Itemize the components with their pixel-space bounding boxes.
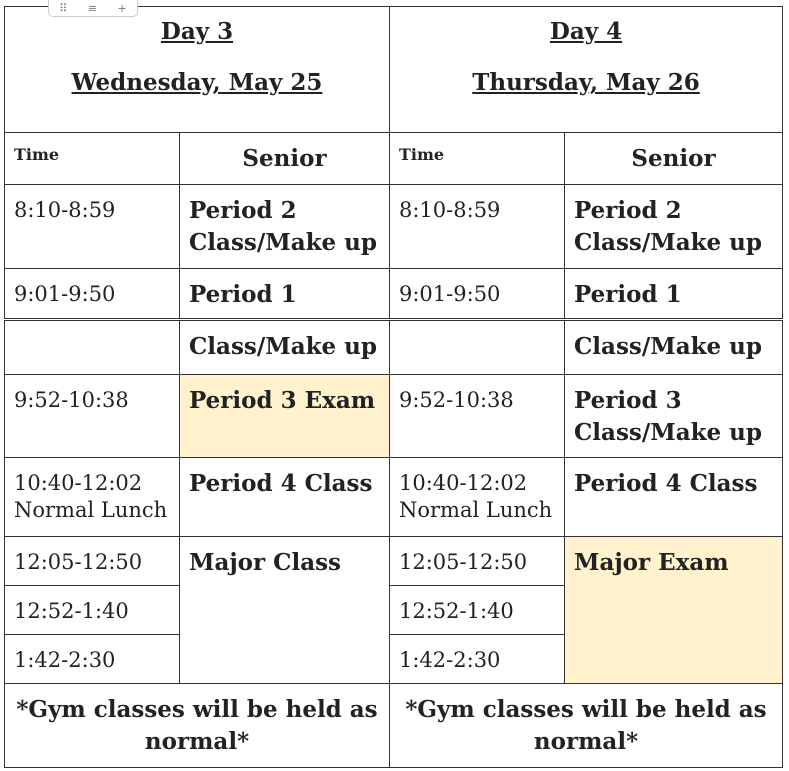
senior-cell: Class/Make up (180, 320, 390, 375)
senior-cell: Class/Make up (565, 320, 783, 375)
time-cell: 9:01-9:50 (5, 269, 180, 320)
time-cell: 9:01-9:50 (390, 269, 565, 320)
senior-cell: Major Class (180, 537, 390, 684)
time-cell: 9:52-10:38 (390, 375, 565, 458)
day3-date: Wednesday, May 25 (71, 69, 323, 97)
day-header-row (5, 7, 783, 133)
senior-cell: Period 4 Class (180, 458, 390, 537)
day4-time-header: Time (390, 133, 565, 185)
add-icon[interactable]: + (117, 1, 127, 15)
day3-time-header: Time (5, 133, 180, 185)
senior-cell: Period 4 Class (565, 458, 783, 537)
day4-title: Day 4 (549, 18, 623, 45)
table-row (5, 537, 783, 586)
exam-cell: Period 3 Exam (180, 375, 390, 458)
day4-senior-header: Senior (565, 133, 783, 185)
exam-cell: Major Exam (565, 537, 783, 684)
time-cell: 12:52-1:40 (390, 586, 565, 635)
day3-gym-note: *Gym classes will be held as normal* (5, 684, 390, 768)
table-row (5, 320, 783, 375)
time-cell (5, 458, 180, 537)
senior-cell: Period 3 Class/Make up (565, 375, 783, 458)
day3-title: Day 3 (160, 18, 234, 45)
senior-cell: Period 2 Class/Make up (180, 185, 390, 269)
senior-cell: Period 2 Class/Make up (565, 185, 783, 269)
lunch-note: Normal Lunch (14, 498, 168, 523)
time-cell: 1:42-2:30 (390, 635, 565, 684)
time-cell: 9:52-10:38 (5, 375, 180, 458)
day3-senior-header: Senior (180, 133, 390, 185)
time-cell: 8:10-8:59 (390, 185, 565, 269)
time-cell (390, 458, 565, 537)
senior-cell: Period 1 (565, 269, 783, 320)
day4-gym-note: *Gym classes will be held as normal* (390, 684, 783, 768)
time-cell: 1:42-2:30 (5, 635, 180, 684)
table-row (5, 185, 783, 269)
table-row (5, 269, 783, 320)
day3-header (5, 7, 390, 133)
table-row (5, 458, 783, 537)
day4-date: Thursday, May 26 (472, 69, 700, 97)
table-row (5, 375, 783, 458)
drag-handle-icon[interactable]: ⠿ (59, 1, 68, 15)
time-range: 10:40-12:02 (399, 471, 528, 495)
lunch-note: Normal Lunch (399, 498, 553, 523)
time-cell (390, 320, 565, 375)
time-cell: 12:05-12:50 (5, 537, 180, 586)
schedule-table (4, 6, 783, 768)
time-range: 10:40-12:02 (14, 471, 143, 495)
senior-cell: Period 1 (180, 269, 390, 320)
time-cell: 12:52-1:40 (5, 586, 180, 635)
time-cell: 8:10-8:59 (5, 185, 180, 269)
column-header-row (5, 133, 783, 185)
footer-row (5, 684, 783, 768)
day4-header (390, 7, 783, 133)
table-toolbar[interactable] (48, 0, 138, 17)
sort-icon[interactable]: ≡ (87, 1, 98, 15)
time-cell: 12:05-12:50 (390, 537, 565, 586)
time-cell (5, 320, 180, 375)
